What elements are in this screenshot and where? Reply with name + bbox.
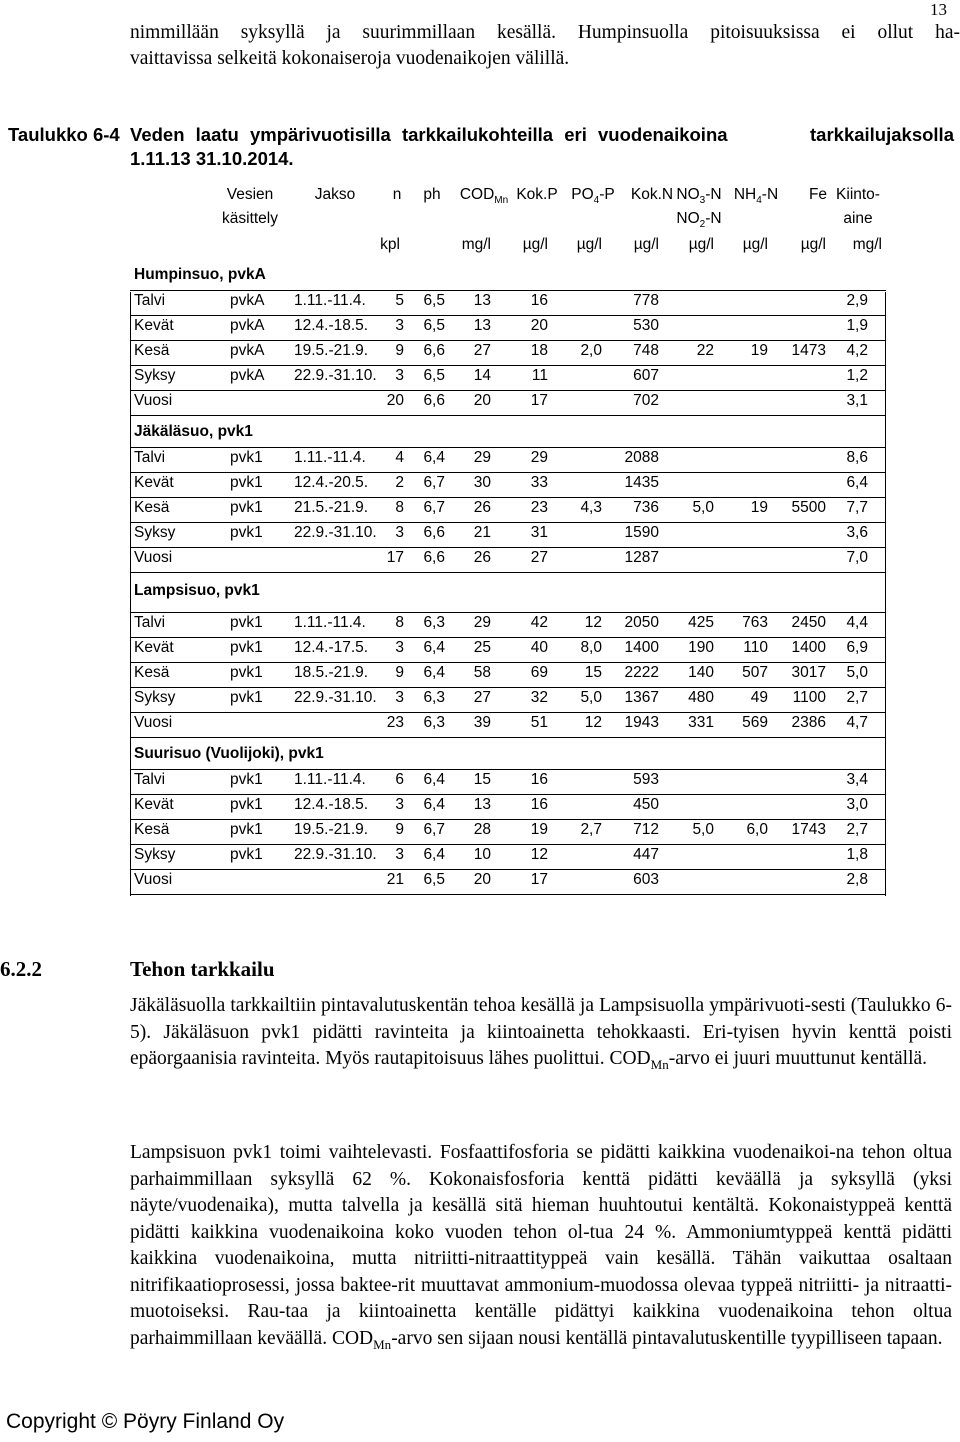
value-no3: 480 xyxy=(688,689,714,706)
value-cod: 21 xyxy=(473,524,491,541)
season: Kesä xyxy=(134,664,170,681)
period: 18.5.-21.9. xyxy=(294,664,369,681)
section-number: 6.2.2 xyxy=(0,957,42,981)
value-ph: 6,3 xyxy=(423,689,445,706)
column-header: Kok.N xyxy=(630,186,674,203)
value-fe: 1473 xyxy=(791,342,826,359)
value-n: 23 xyxy=(386,714,404,731)
value-n: 3 xyxy=(395,317,404,334)
header-text: -N xyxy=(705,210,722,227)
header-text: -P xyxy=(599,186,615,203)
value-cod: 26 xyxy=(473,499,491,516)
season: Kesä xyxy=(134,342,170,359)
paragraph xyxy=(130,1140,952,1358)
site: pvk1 xyxy=(230,499,263,516)
value-kiinto: 4,4 xyxy=(846,614,868,631)
value-po4: 4,3 xyxy=(580,499,602,516)
value-po4: 2,0 xyxy=(580,342,602,359)
group-title: Jäkäläsuo, pvk1 xyxy=(134,423,253,440)
paragraph-text: -arvo ei juuri muuttunut kentällä. xyxy=(668,1048,928,1069)
table-rule xyxy=(130,844,886,845)
value-kokn: 2222 xyxy=(624,664,659,681)
header-text: NO xyxy=(676,186,700,203)
value-kokn: 1287 xyxy=(624,549,659,566)
value-po4: 5,0 xyxy=(580,689,602,706)
total-label: Vuosi xyxy=(134,871,173,888)
table-rule xyxy=(130,497,886,498)
water-quality-table xyxy=(130,180,886,902)
value-kiinto: 5,0 xyxy=(846,664,868,681)
header-text: PO xyxy=(571,186,594,203)
value-cod: 13 xyxy=(473,317,491,334)
caption-period: 1.11.13 31.10.2014. xyxy=(130,148,294,169)
site: pvk1 xyxy=(230,449,263,466)
value-ph: 6,5 xyxy=(423,317,445,334)
subscript: 2 xyxy=(699,219,706,231)
table-rule xyxy=(130,869,886,870)
intro-text: nimmillään syksyllä ja suurimmillaan kesällä. Humpinsuolla pitoisuuksissa ei ollut ha- xyxy=(130,22,960,43)
unit-label: mg/l xyxy=(852,236,882,253)
value-cod: 15 xyxy=(473,771,491,788)
value-n: 3 xyxy=(395,689,404,706)
table-border xyxy=(885,292,886,896)
total-label: Vuosi xyxy=(134,714,173,731)
value-kokn: 607 xyxy=(633,367,659,384)
value-kokp: 69 xyxy=(530,664,548,681)
value-nh4: 110 xyxy=(743,639,768,656)
season: Syksy xyxy=(134,524,176,541)
column-header: Kiinto- xyxy=(836,186,880,203)
caption-text: Veden laatu ympärivuotisilla tarkkailukohteilla eri vuodenaikoina xyxy=(130,124,728,145)
value-no3: 425 xyxy=(688,614,714,631)
table-rule xyxy=(130,819,886,820)
value-cod: 58 xyxy=(473,664,491,681)
season: Kevät xyxy=(134,796,174,813)
value-n: 3 xyxy=(395,367,404,384)
value-ph: 6,6 xyxy=(423,524,445,541)
season: Kevät xyxy=(134,474,174,491)
value-kiinto: 3,0 xyxy=(846,796,868,813)
value-fe: 2450 xyxy=(791,614,826,631)
value-kokp: 31 xyxy=(530,524,548,541)
value-po4: 8,0 xyxy=(580,639,602,656)
value-n: 3 xyxy=(395,524,404,541)
value-kokn: 1367 xyxy=(624,689,659,706)
header-text: NO xyxy=(676,210,700,227)
table-border xyxy=(130,292,131,896)
value-ph: 6,7 xyxy=(423,499,445,516)
value-ph: 6,5 xyxy=(423,871,445,888)
table-rule xyxy=(130,687,886,688)
value-n: 4 xyxy=(395,449,404,466)
table-rule xyxy=(130,662,886,663)
column-header xyxy=(659,210,739,230)
value-kokp: 51 xyxy=(530,714,548,731)
value-kiinto: 3,4 xyxy=(846,771,868,788)
period: 12.4.-20.5. xyxy=(294,474,369,491)
value-kokp: 17 xyxy=(530,871,548,888)
value-kokn: 1943 xyxy=(624,714,659,731)
value-no3: 5,0 xyxy=(692,499,714,516)
site: pvk1 xyxy=(230,796,263,813)
site: pvk1 xyxy=(230,821,263,838)
value-kiinto: 3,6 xyxy=(846,524,868,541)
value-kokp: 17 xyxy=(530,392,548,409)
value-ph: 6,7 xyxy=(423,821,445,838)
table-rule xyxy=(130,390,886,391)
value-n: 6 xyxy=(395,771,404,788)
value-n: 9 xyxy=(395,342,404,359)
table-rule xyxy=(130,637,886,638)
table-rule xyxy=(130,315,886,316)
value-nh4: 6,0 xyxy=(746,821,768,838)
value-kokp: 42 xyxy=(530,614,548,631)
page-number: 13 xyxy=(930,0,947,19)
period: 22.9.-31.10. xyxy=(294,367,377,384)
site: pvk1 xyxy=(230,846,263,863)
site: pvkA xyxy=(230,292,265,309)
site: pvk1 xyxy=(230,524,263,541)
value-ph: 6,4 xyxy=(423,796,445,813)
column-header: Fe xyxy=(808,186,828,203)
unit-label: µg/l xyxy=(633,236,659,253)
paragraph xyxy=(130,993,952,1078)
value-nh4: 19 xyxy=(750,499,768,516)
unit-label: kpl xyxy=(380,236,400,253)
season: Kevät xyxy=(134,639,174,656)
table-rule xyxy=(130,572,886,573)
value-cod: 10 xyxy=(473,846,491,863)
table-rule xyxy=(130,894,886,895)
value-cod: 14 xyxy=(473,367,491,384)
value-kokp: 20 xyxy=(530,317,548,334)
value-ph: 6,4 xyxy=(423,449,445,466)
value-cod: 30 xyxy=(473,474,491,491)
value-ph: 6,5 xyxy=(423,367,445,384)
value-ph: 6,4 xyxy=(423,664,445,681)
season: Syksy xyxy=(134,846,176,863)
column-header: n xyxy=(392,186,402,203)
value-n: 3 xyxy=(395,796,404,813)
value-kokn: 530 xyxy=(633,317,659,334)
value-kiinto: 2,8 xyxy=(846,871,868,888)
value-kokn: 2088 xyxy=(624,449,659,466)
value-n: 17 xyxy=(386,549,404,566)
value-po4: 12 xyxy=(584,614,602,631)
season: Talvi xyxy=(134,292,166,309)
value-fe: 5500 xyxy=(791,499,826,516)
value-n: 9 xyxy=(395,664,404,681)
value-nh4: 507 xyxy=(742,664,768,681)
value-ph: 6,4 xyxy=(423,771,445,788)
season: Syksy xyxy=(134,367,176,384)
table-rule xyxy=(130,794,886,795)
period: 22.9.-31.10. xyxy=(294,689,377,706)
table-rule xyxy=(130,340,886,341)
caption-label: Taulukko 6-4 xyxy=(8,124,120,145)
value-kokp: 19 xyxy=(530,821,548,838)
value-nh4: 49 xyxy=(750,689,768,706)
value-kokp: 18 xyxy=(530,342,548,359)
table-rule xyxy=(130,547,886,548)
season: Talvi xyxy=(134,614,166,631)
value-ph: 6,7 xyxy=(423,474,445,491)
value-fe: 2386 xyxy=(791,714,826,731)
value-cod: 29 xyxy=(473,449,491,466)
value-n: 8 xyxy=(395,499,404,516)
value-kiinto: 1,8 xyxy=(846,846,868,863)
subscript: 4 xyxy=(593,195,600,207)
value-cod: 39 xyxy=(473,714,491,731)
table-rule xyxy=(130,612,886,613)
period: 1.11.-11.4. xyxy=(294,449,366,466)
value-nh4: 569 xyxy=(742,714,768,731)
value-po4: 15 xyxy=(584,664,602,681)
value-cod: 20 xyxy=(473,392,491,409)
subscript: Mn xyxy=(494,195,509,207)
paragraph-text: Lampsisuon pvk1 toimi vaihtelevasti. Fosfaattifosforia se pidätti kaikkina vuodenaikoi-na tehon oltua parhaimmillaan syksyllä 62 %. Kokonaisfosforia kenttä pidätti keväällä ja syksyllä (yksi näyte/vuodenaika), mutta talvella ja kesällä sitä hieman huuhtoutui kentältä. Kokonaistyppeä kenttä pidätti kaikkina vuodenaikoina koko vuoden tehon ol-tua 24 %. Ammoniumtyppeä kenttä pidätti kaikkina vuodenaikoina, mutta nitriitti-nitraattityppeä vain kesällä. Tähän vaikuttaa osaltaan nitrifikaatioprosessi, jossa baktee-rit muuttavat ammonium-muodossa olevaa typpeä nitriitti- ja nitraatti-muotoiseksi. Rau-taa ja kiintoainetta kentälle pidättyi kaikkina vuodenaikoina tehon oltua parhaimmillaan keväällä. COD xyxy=(130,1142,952,1349)
season: Talvi xyxy=(134,449,166,466)
value-ph: 6,5 xyxy=(423,292,445,309)
value-ph: 6,6 xyxy=(423,549,445,566)
subscript: 3 xyxy=(699,195,706,207)
site: pvk1 xyxy=(230,474,263,491)
season: Kesä xyxy=(134,821,170,838)
group-title: Suurisuo (Vuolijoki), pvk1 xyxy=(134,745,324,762)
value-kokn: 1400 xyxy=(624,639,659,656)
site: pvk1 xyxy=(230,664,263,681)
value-ph: 6,3 xyxy=(423,714,445,731)
paragraph-text: Jäkäläsuolla tarkkailtiin pintavalutuskentän tehoa kesällä ja Lampsisuolla ympärivuoti-sesti (Taulukko 6-5). Jäkäläsuon pvk1 pidätti ravinteita ja kiintoainetta tehokkaasti. Eri-tyisen hyvin kenttä poisti epäorgaanisia ravinteita. Myös rautapitoisuus lähes puolittui. COD xyxy=(130,995,952,1069)
header-text: NH xyxy=(733,186,757,203)
value-fe: 3017 xyxy=(791,664,826,681)
season: Syksy xyxy=(134,689,176,706)
value-fe: 1743 xyxy=(791,821,826,838)
section-heading xyxy=(0,957,275,982)
value-no3: 22 xyxy=(696,342,714,359)
period: 22.9.-31.10. xyxy=(294,524,377,541)
value-cod: 25 xyxy=(473,639,491,656)
value-kokp: 16 xyxy=(530,292,548,309)
season: Talvi xyxy=(134,771,166,788)
column-header xyxy=(553,186,633,206)
value-kokn: 736 xyxy=(633,499,659,516)
value-cod: 26 xyxy=(473,549,491,566)
value-kiinto: 7,7 xyxy=(846,499,868,516)
subscript: 4 xyxy=(756,195,762,207)
season: Kevät xyxy=(134,317,174,334)
value-kiinto: 7,0 xyxy=(846,549,868,566)
value-fe: 1400 xyxy=(791,639,826,656)
value-no3: 140 xyxy=(688,664,714,681)
period: 21.5.-21.9. xyxy=(294,499,369,516)
period: 19.5.-21.9. xyxy=(294,821,369,838)
total-label: Vuosi xyxy=(134,392,173,409)
value-ph: 6,3 xyxy=(423,614,445,631)
value-kokn: 1590 xyxy=(624,524,659,541)
period: 22.9.-31.10. xyxy=(294,846,377,863)
value-no3: 5,0 xyxy=(692,821,714,838)
value-cod: 13 xyxy=(473,292,491,309)
section-title: Tehon tarkkailu xyxy=(130,957,275,981)
value-kokp: 12 xyxy=(530,846,548,863)
intro-text: vaittavissa selkeitä kokonaiseroja vuodenaikojen välillä. xyxy=(130,48,570,69)
value-fe: 1100 xyxy=(792,689,826,706)
column-header: ph xyxy=(423,186,441,203)
table-rule xyxy=(130,447,886,448)
value-kiinto: 4,2 xyxy=(846,342,868,359)
value-n: 3 xyxy=(395,639,404,656)
value-kokn: 2050 xyxy=(624,614,659,631)
value-kiinto: 2,9 xyxy=(846,292,868,309)
unit-label: µg/l xyxy=(800,236,826,253)
value-ph: 6,6 xyxy=(423,342,445,359)
value-cod: 28 xyxy=(473,821,491,838)
value-kokn: 603 xyxy=(633,871,659,888)
column-header: Vesien xyxy=(226,186,274,203)
table-rule xyxy=(130,522,886,523)
value-cod: 29 xyxy=(473,614,491,631)
footer-copyright: Copyright © Pöyry Finland Oy xyxy=(6,1410,285,1433)
unit-label: mg/l xyxy=(461,236,491,253)
value-kiinto: 2,7 xyxy=(846,689,868,706)
period: 1.11.-11.4. xyxy=(294,292,366,309)
value-kiinto: 3,1 xyxy=(846,392,868,409)
unit-label: µg/l xyxy=(742,236,768,253)
value-ph: 6,4 xyxy=(423,639,445,656)
group-title: Humpinsuo, pvkA xyxy=(134,266,266,283)
table-rule xyxy=(130,769,886,770)
site: pvkA xyxy=(230,317,265,334)
value-cod: 27 xyxy=(473,689,491,706)
table-rule xyxy=(130,472,886,473)
value-nh4: 763 xyxy=(742,614,768,631)
column-header: aine xyxy=(843,210,873,227)
header-text: -N xyxy=(761,186,779,203)
period: 19.5.-21.9. xyxy=(294,342,369,359)
value-no3: 331 xyxy=(688,714,714,731)
subscript: Mn xyxy=(373,1336,392,1352)
value-kokn: 748 xyxy=(633,342,659,359)
column-header: Kok.P xyxy=(516,186,558,203)
value-kokn: 447 xyxy=(633,846,659,863)
value-n: 3 xyxy=(395,846,404,863)
value-n: 20 xyxy=(386,392,404,409)
site: pvkA xyxy=(230,342,265,359)
table-rule xyxy=(130,712,886,713)
value-n: 9 xyxy=(395,821,404,838)
value-cod: 20 xyxy=(473,871,491,888)
value-n: 21 xyxy=(386,871,404,888)
paragraph-text: -arvo sen sijaan nousi kentällä pintavalutuskentille tyypilliseen tapaan. xyxy=(391,1327,943,1349)
value-po4: 2,7 xyxy=(580,821,602,838)
subscript: Mn xyxy=(650,1056,669,1072)
group-title: Lampsisuo, pvk1 xyxy=(134,582,260,599)
value-kokn: 712 xyxy=(633,821,659,838)
period: 1.11.-11.4. xyxy=(294,614,366,631)
value-kiinto: 1,2 xyxy=(846,367,868,384)
value-cod: 13 xyxy=(473,796,491,813)
value-kokp: 16 xyxy=(530,771,548,788)
value-no3: 190 xyxy=(688,639,714,656)
caption-text-end: tarkkailujaksolla xyxy=(810,124,954,145)
value-kokp: 33 xyxy=(530,474,548,491)
value-po4: 12 xyxy=(584,714,602,731)
value-ph: 6,4 xyxy=(423,846,445,863)
value-kiinto: 4,7 xyxy=(846,714,868,731)
table-rule xyxy=(130,415,886,416)
value-kiinto: 8,6 xyxy=(846,449,868,466)
unit-label: µg/l xyxy=(522,236,548,253)
value-n: 2 xyxy=(395,474,404,491)
value-cod: 27 xyxy=(473,342,491,359)
header-text: COD xyxy=(459,186,495,203)
column-header xyxy=(716,186,796,206)
header-text: -N xyxy=(705,186,722,203)
value-kiinto: 6,4 xyxy=(846,474,868,491)
table-rule xyxy=(130,737,886,738)
value-kokn: 593 xyxy=(633,771,659,788)
value-n: 8 xyxy=(395,614,404,631)
value-kokp: 16 xyxy=(530,796,548,813)
value-kiinto: 6,9 xyxy=(846,639,868,656)
site: pvk1 xyxy=(230,639,263,656)
season: Kesä xyxy=(134,499,170,516)
table-rule xyxy=(130,290,886,291)
column-header: käsittely xyxy=(222,210,278,227)
value-kokn: 1435 xyxy=(624,474,659,491)
column-header: Jakso xyxy=(314,186,356,203)
site: pvkA xyxy=(230,367,265,384)
value-kokn: 702 xyxy=(633,392,659,409)
value-kokn: 450 xyxy=(633,796,659,813)
value-kiinto: 2,7 xyxy=(846,821,868,838)
site: pvk1 xyxy=(230,689,263,706)
period: 12.4.-17.5. xyxy=(294,639,369,656)
value-kokp: 29 xyxy=(530,449,548,466)
unit-label: µg/l xyxy=(688,236,714,253)
value-n: 5 xyxy=(395,292,404,309)
period: 12.4.-18.5. xyxy=(294,796,369,813)
unit-label: µg/l xyxy=(576,236,602,253)
period: 12.4.-18.5. xyxy=(294,317,369,334)
value-ph: 6,6 xyxy=(423,392,445,409)
value-kokp: 32 xyxy=(530,689,548,706)
value-kokp: 27 xyxy=(530,549,548,566)
value-nh4: 19 xyxy=(750,342,768,359)
value-kokp: 23 xyxy=(530,499,548,516)
site: pvk1 xyxy=(230,614,263,631)
value-kokp: 40 xyxy=(530,639,548,656)
value-kiinto: 1,9 xyxy=(846,317,868,334)
value-kokn: 778 xyxy=(633,292,659,309)
total-label: Vuosi xyxy=(134,549,173,566)
site: pvk1 xyxy=(230,771,263,788)
value-kokp: 11 xyxy=(531,367,548,384)
table-rule xyxy=(130,365,886,366)
period: 1.11.-11.4. xyxy=(294,771,366,788)
